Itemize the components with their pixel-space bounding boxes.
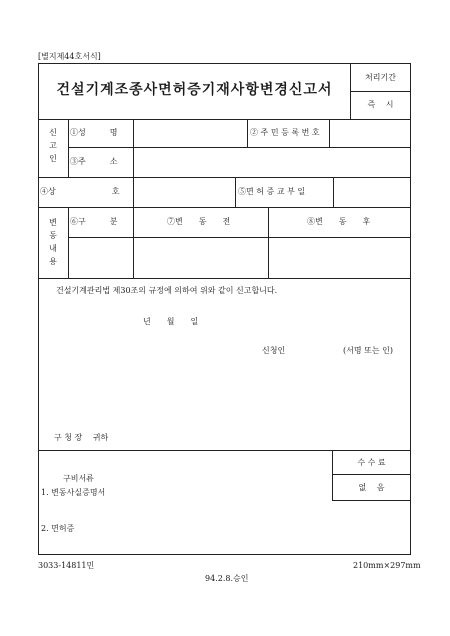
address-field[interactable] <box>134 148 410 176</box>
rule-fee-mid <box>332 474 411 475</box>
after-change-field[interactable] <box>269 238 410 277</box>
fee-label: 수 수 료 <box>357 458 386 467</box>
attachment-item-1: 1. 변동사실증명서 <box>41 488 106 497</box>
rrn-label: ② 주 민 등 록 번 호 <box>250 128 320 137</box>
before-change-label: ⑦변 동 전 <box>167 217 231 226</box>
license-issue-date-field[interactable] <box>334 178 410 206</box>
name-field[interactable] <box>134 120 246 146</box>
fee-value: 없 음 <box>358 483 385 492</box>
rule-statement-bottom <box>38 450 411 451</box>
trade-name-field[interactable] <box>134 178 234 206</box>
form-number: [별지제44호서식] <box>38 52 101 61</box>
change-section-label: 변동내용 <box>49 218 57 266</box>
reporter-section-label: 신고인 <box>49 128 57 163</box>
signature-label: (서명 또는 인) <box>343 346 393 355</box>
rule-reporter-section <box>68 119 69 177</box>
paper-size: 210mm×297mm <box>353 561 421 570</box>
rule-license-left <box>235 177 236 207</box>
rrn-field[interactable] <box>330 120 410 146</box>
name-label: ①성 명 <box>70 128 118 137</box>
form-title: 건설기계조종사면허증기재사항변경신고서 <box>56 82 333 98</box>
rule-rrn-left <box>247 119 248 147</box>
processing-period-value: 즉 시 <box>367 100 394 109</box>
rule-change-bottom <box>38 278 411 279</box>
license-issue-date-label: ⑤면 허 증 교 부 일 <box>238 187 306 196</box>
applicant-label: 신청인 <box>262 346 286 355</box>
attachment-item-2: 2. 면허증 <box>41 524 75 533</box>
date-label: 년 월 일 <box>143 317 199 326</box>
before-change-field[interactable] <box>134 238 267 277</box>
attachments-heading: 구비서류 <box>63 474 94 483</box>
rule-fee-bottom <box>332 500 411 501</box>
address-label: ③주 소 <box>70 157 118 166</box>
recipient-label: 구 청 장 귀하 <box>54 433 109 442</box>
category-field[interactable] <box>69 238 132 277</box>
after-change-label: ⑧변 동 후 <box>307 217 371 226</box>
approval-date: 94.2.8.승인 <box>205 574 249 583</box>
declaration-text: 건설기계관리법 제30조의 규정에 의하여 위와 같이 신고합니다. <box>56 286 278 295</box>
processing-period-label: 처리기간 <box>365 73 396 82</box>
rule-fee-left <box>332 450 333 500</box>
rule-processing-mid <box>350 91 411 92</box>
form-code: 3033-14811민 <box>38 561 95 570</box>
category-label: ⑥구 분 <box>70 217 118 226</box>
rule-trade-bottom <box>38 207 411 208</box>
trade-name-label: ④상 호 <box>40 187 120 196</box>
